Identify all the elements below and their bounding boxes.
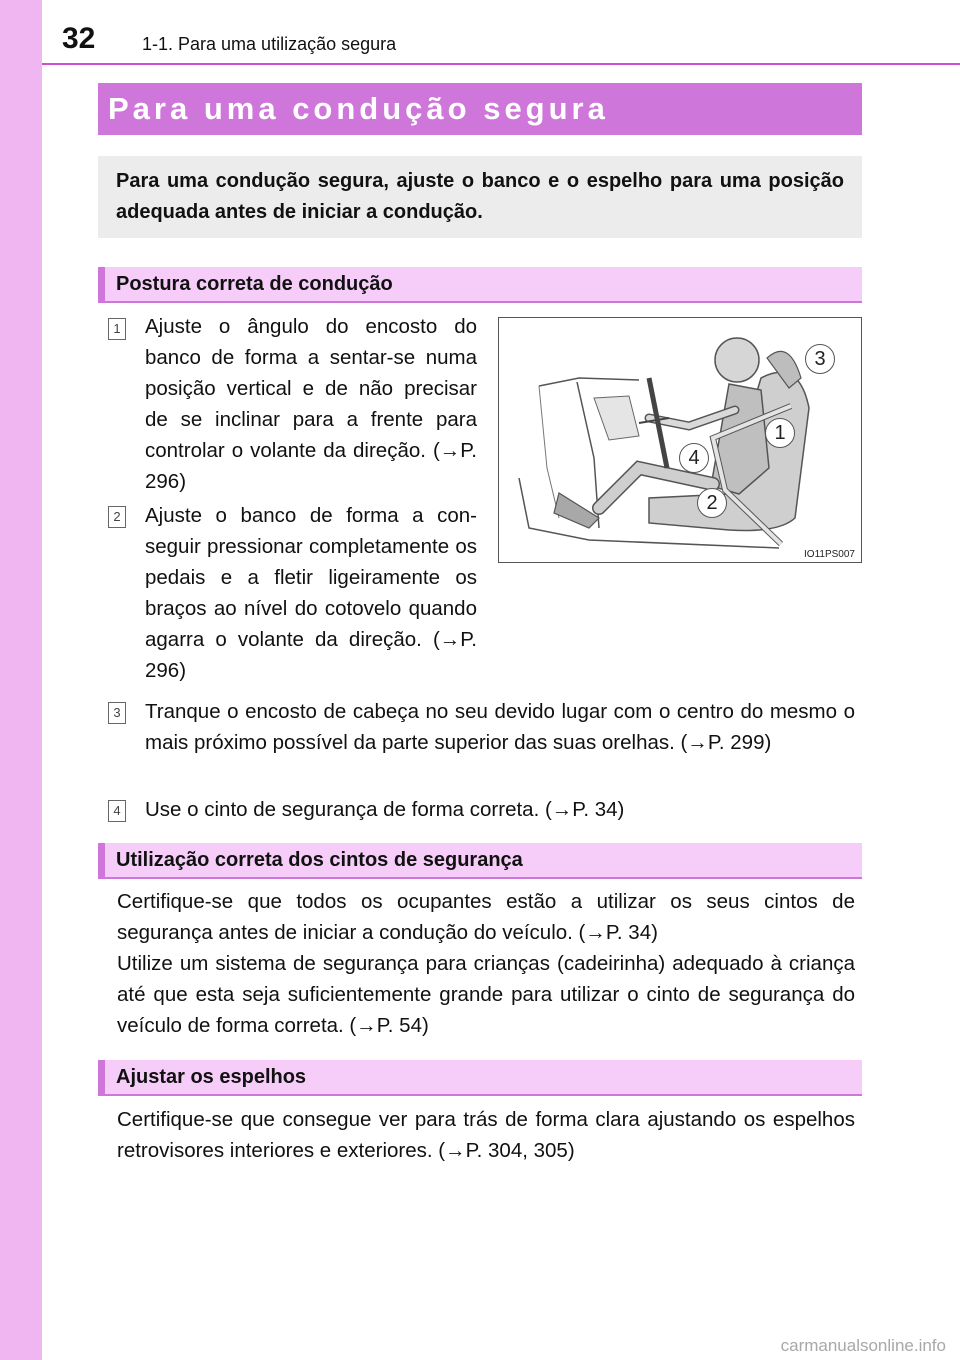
posture-item-4: Use o cinto de segurança de forma correta. (→P. 34) (145, 798, 625, 821)
figure-callout-4: 4 (679, 443, 709, 473)
figure-callout-1: 1 (765, 418, 795, 448)
item-number: 4 (108, 800, 126, 822)
posture-item-3: Tranque o encosto de cabeça no seu devido lugar com o centro do mesmo o mais próximo possível da parte superior das suas orelhas. (→P. 299) (145, 700, 855, 754)
watermark: carmanualsonline.info (780, 1336, 946, 1355)
page-number: 32 (62, 22, 96, 55)
item-number: 1 (108, 318, 126, 340)
running-title: 1-1. Para uma utilização segura (142, 34, 397, 54)
header-rule (42, 63, 960, 65)
posture-item-2: Ajuste o banco de forma a conseguir pressionar completamente os pedais e a fletir ligeiramente os braços ao nível do cotovelo quando agarra o volante da direção. (→P. 296) (145, 504, 477, 682)
page-edge-tab (0, 0, 42, 1360)
figure-callout-2: 2 (697, 488, 727, 518)
section-heading-seatbelts: Utilização correta dos cintos de segurança (98, 843, 862, 879)
section-heading-posture: Postura correta de condução (98, 267, 862, 303)
mirrors-paragraph: Certifique-se que consegue ver para trás de forma clara ajustando os espelhos retrovisores interiores e exteriores. (→P. 304, 305) (117, 1108, 855, 1162)
posture-item-1: Ajuste o ângulo do encosto do banco de forma a sentar-se numa posição vertical e de não precisar de se inclinar para a frente para controlar o volante da direção. (→P. 296) (145, 315, 477, 493)
intro-box: Para uma condução segura, ajuste o banco e o espelho para uma posição adequada antes de iniciar a condução. (98, 156, 862, 238)
item-number: 2 (108, 506, 126, 528)
seatbelts-paragraph-2: Utilize um sistema de segurança para crianças (cadeirinha) adequado à criança até que esta seja suficientemente grande para utilizar o cinto de segurança do veículo de forma correta. (→P. 54) (117, 952, 855, 1037)
item-number: 3 (108, 702, 126, 724)
figure-code: IO11PS007 (804, 549, 855, 560)
figure-callout-3: 3 (805, 344, 835, 374)
seatbelts-paragraph-1: Certifique-se que todos os ocupantes estão a utilizar os seus cintos de segurança antes de iniciar a condução do veículo. (→P. 34) (117, 890, 855, 944)
driving-posture-illustration (498, 317, 862, 563)
section-heading-mirrors: Ajustar os espelhos (98, 1060, 862, 1096)
page-title: Para uma condução segura (98, 83, 862, 135)
